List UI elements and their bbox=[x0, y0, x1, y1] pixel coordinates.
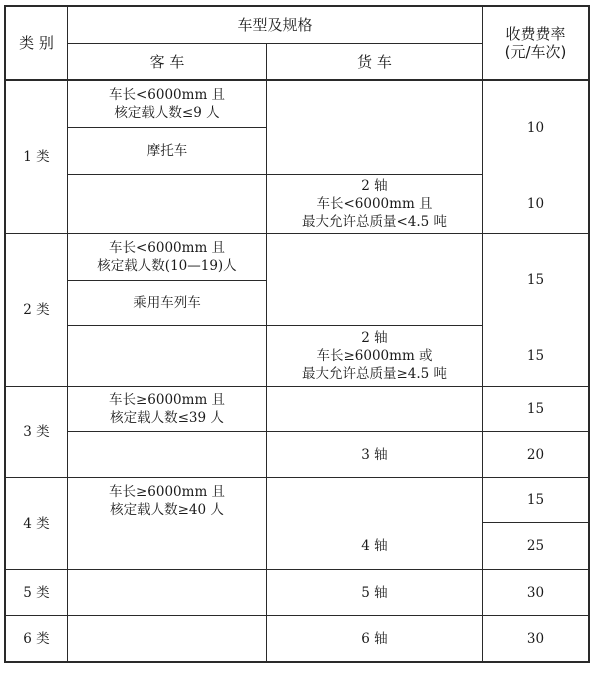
class-6-truck-spec: 6 轴 bbox=[361, 630, 388, 647]
class-5-rate: 30 bbox=[526, 584, 545, 601]
header-fee-rate-title: 收费费率 bbox=[505, 25, 566, 43]
class-1-passenger-rate: 10 bbox=[526, 119, 545, 136]
class-2-truck-rate: 15 bbox=[526, 348, 545, 364]
class-2-car-train: 乘用车列车 bbox=[133, 295, 201, 311]
spec-line: 核定载人数(10—19)人 bbox=[97, 258, 237, 274]
class-3-label: 3 类 bbox=[23, 424, 50, 440]
class-1-label: 1 类 bbox=[23, 149, 50, 165]
header-passenger-car: 客 车 bbox=[149, 52, 185, 71]
class-4-passenger-rate: 15 bbox=[526, 492, 545, 508]
class-2-passenger-rate: 15 bbox=[526, 271, 545, 288]
header-truck: 货 车 bbox=[357, 52, 392, 71]
class-2-truck-spec bbox=[267, 326, 482, 386]
spec-line: 最大允许总质量≥4.5 吨 bbox=[301, 366, 448, 382]
class-3-truck-rate: 20 bbox=[526, 446, 545, 463]
class-2-passenger-spec bbox=[68, 234, 266, 280]
spec-line: 最大允许总质量<4.5 吨 bbox=[301, 214, 448, 230]
spec-line: 车长≥6000mm 且 bbox=[108, 392, 226, 408]
spec-line: 车长<6000mm 且 bbox=[108, 87, 226, 103]
header-fee-rate bbox=[483, 7, 588, 79]
header-category: 类 别 bbox=[19, 34, 54, 52]
class-4-truck-rate: 25 bbox=[526, 538, 545, 554]
class-3-truck-spec: 3 轴 bbox=[361, 446, 388, 463]
class-1-truck-spec bbox=[267, 175, 482, 233]
class-3-passenger-rate: 15 bbox=[526, 401, 545, 417]
spec-line: 车长<6000mm 且 bbox=[108, 240, 226, 256]
class-6-label: 6 类 bbox=[23, 630, 50, 647]
spec-line: 车长≥6000mm 且 bbox=[108, 484, 226, 500]
class-1-passenger-spec bbox=[68, 81, 266, 127]
spec-line: 车长≥6000mm 或 bbox=[316, 348, 433, 364]
spec-line: 2 轴 bbox=[361, 178, 388, 194]
spec-line: 核定载人数≤9 人 bbox=[114, 105, 220, 121]
spec-line: 核定载人数≥40 人 bbox=[110, 502, 224, 518]
class-4-passenger-spec bbox=[68, 478, 266, 524]
header-fee-rate-unit: (元/车次) bbox=[504, 43, 567, 61]
class-5-truck-spec: 5 轴 bbox=[361, 584, 388, 601]
header-vehicle-spec: 车型及规格 bbox=[237, 16, 313, 34]
class-4-truck-spec: 4 轴 bbox=[361, 538, 388, 554]
class-4-label: 4 类 bbox=[23, 515, 50, 532]
spec-line: 核定载人数≤39 人 bbox=[110, 410, 224, 426]
class-5-label: 5 类 bbox=[23, 584, 50, 601]
class-1-truck-rate: 10 bbox=[526, 196, 545, 212]
spec-line: 2 轴 bbox=[361, 330, 388, 346]
class-3-passenger-spec bbox=[68, 387, 266, 431]
spec-line: 车长<6000mm 且 bbox=[316, 196, 433, 212]
class-6-rate: 30 bbox=[526, 630, 545, 647]
class-1-motorcycle: 摩托车 bbox=[146, 143, 188, 159]
class-2-label: 2 类 bbox=[23, 302, 50, 318]
